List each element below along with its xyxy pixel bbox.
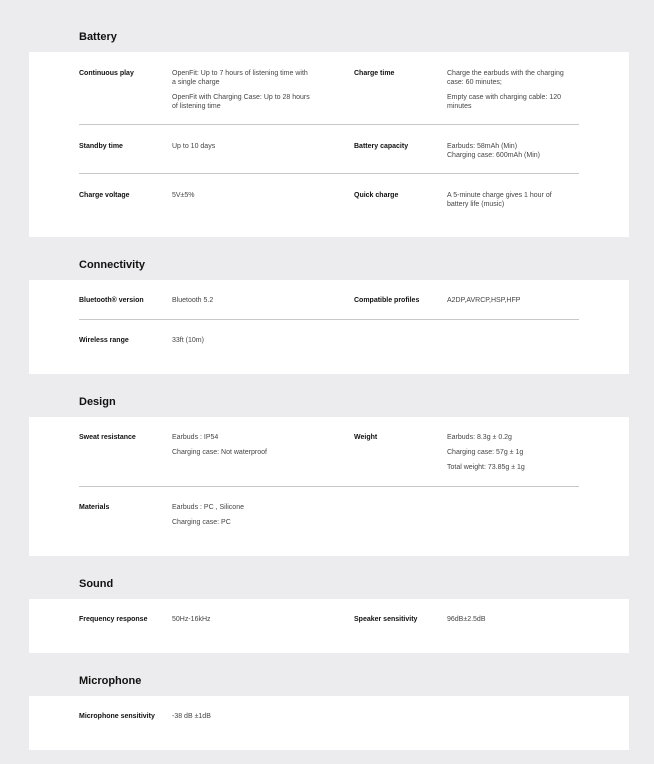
spec-value: Charge the earbuds with the charging case: 60 minutes; Empty case with charging cable: 120 minutes [447, 70, 564, 110]
section-title-microphone: Microphone [79, 675, 142, 687]
section-title-battery: Battery [79, 31, 117, 43]
spec-value: Earbuds: 58mAh (Min) Charging case: 600mAh (Min) [447, 143, 540, 159]
spec-label: Bluetooth® version [79, 297, 144, 304]
spec-value: A2DP,AVRCP,HSP,HFP [447, 297, 521, 304]
spec-value: 33ft (10m) [172, 337, 204, 344]
connectivity-card [29, 280, 629, 374]
spec-value: 96dB±2.5dB [447, 616, 486, 623]
spec-value: Earbuds: 8.3g ± 0.2g Charging case: 57g ± 1g Total weight: 73.85g ± 1g [447, 434, 525, 471]
battery-card [29, 52, 629, 237]
microphone-card [29, 696, 629, 750]
spec-label: Quick charge [354, 192, 399, 199]
spec-value: Up to 10 days [172, 143, 216, 150]
spec-value: Earbuds : PC , Silicone Charging case: PC [172, 504, 244, 526]
spec-label: Charge voltage [79, 192, 130, 199]
spec-label: Battery capacity [354, 143, 409, 150]
spec-label: Wireless range [79, 337, 129, 344]
spec-label: Continuous play [79, 70, 134, 77]
spec-label: Materials [79, 504, 110, 511]
spec-label: Speaker sensitivity [354, 616, 418, 623]
spec-value: A 5-minute charge gives 1 hour of battery life (music) [447, 192, 552, 208]
spec-label: Charge time [354, 70, 395, 77]
spec-label: Sweat resistance [79, 434, 136, 441]
section-title-sound: Sound [79, 578, 114, 590]
spec-value: 50Hz-16kHz [172, 616, 211, 623]
row-divider [79, 319, 579, 320]
spec-value: Bluetooth 5.2 [172, 297, 214, 304]
section-title-design: Design [79, 396, 116, 408]
spec-label: Compatible profiles [354, 297, 420, 304]
row-divider [79, 124, 579, 125]
spec-value: OpenFit: Up to 7 hours of listening time with a single charge OpenFit with Charging Case: Up to 28 hours of listening time [172, 70, 310, 110]
row-divider [79, 486, 579, 487]
spec-label: Weight [354, 434, 378, 441]
spec-value: Earbuds : IP54 Charging case: Not waterproof [172, 434, 267, 456]
spec-label: Standby time [79, 143, 123, 150]
sound-card [29, 599, 629, 653]
spec-value: -38 dB ±1dB [172, 713, 211, 720]
spec-value: 5V±5% [172, 192, 195, 199]
spec-label: Frequency response [79, 616, 148, 623]
design-card [29, 417, 629, 556]
spec-label: Microphone sensitivity [79, 713, 155, 720]
row-divider [79, 173, 579, 174]
section-title-connectivity: Connectivity [79, 259, 146, 271]
